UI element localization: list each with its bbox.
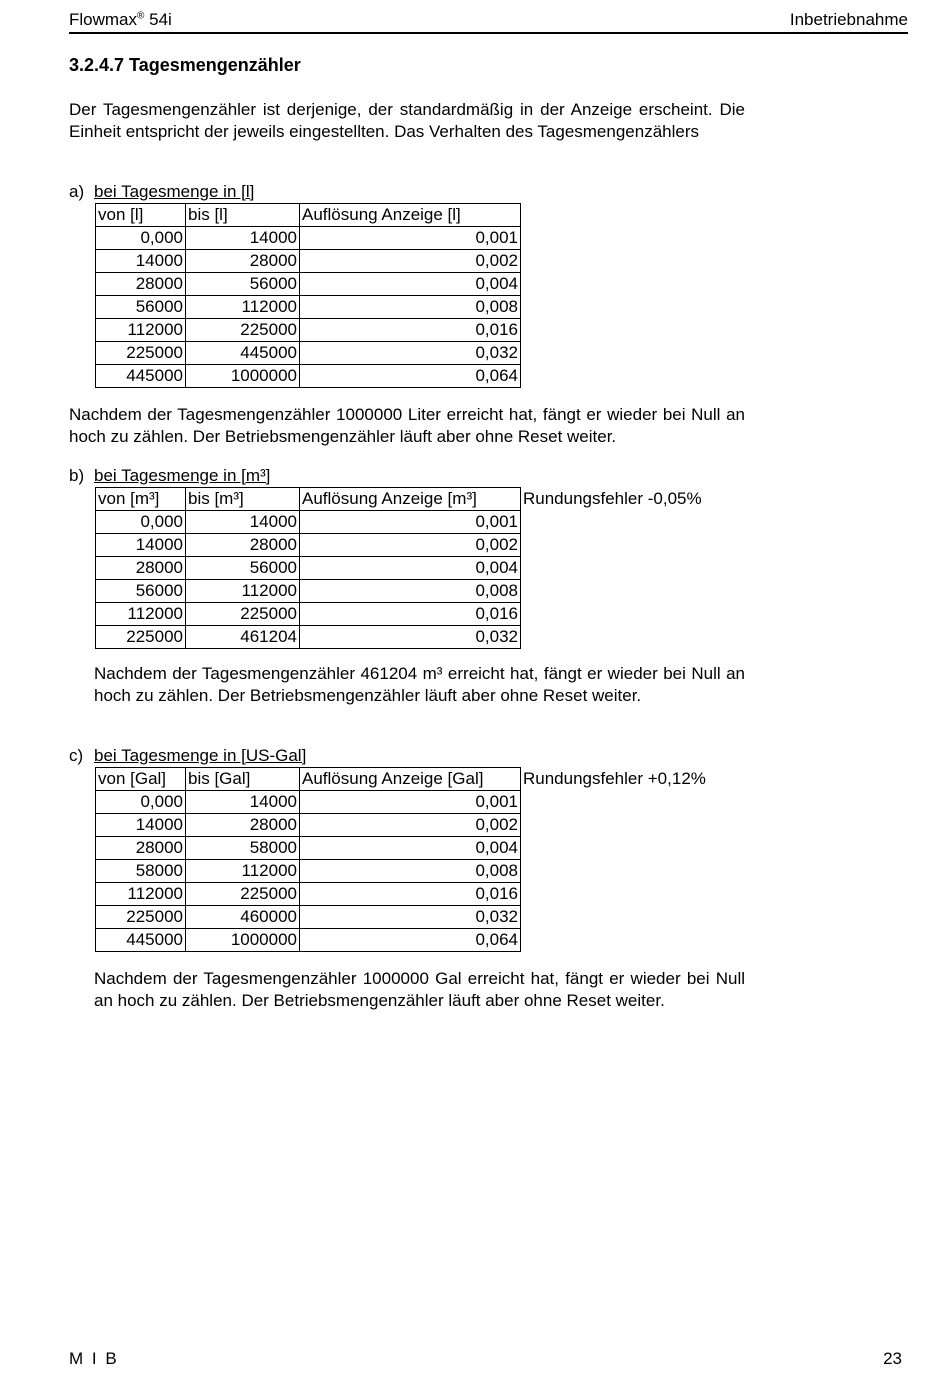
cell-bis: 461204 — [186, 626, 300, 649]
table-row — [96, 534, 521, 557]
cell-bis: 112000 — [186, 296, 300, 319]
cell-von: 14000 — [96, 534, 186, 557]
table-row — [96, 365, 521, 388]
cell-aufloesung: 0,002 — [300, 534, 521, 557]
cell-von: 445000 — [96, 365, 186, 388]
header-chapter: Inbetriebnahme — [789, 10, 908, 29]
table-row — [96, 883, 521, 906]
cell-aufloesung: 0,016 — [300, 603, 521, 626]
intro-paragraph: Der Tagesmengenzähler ist derjenige, der standardmäßig in der Anzeige erscheint. Die Einheit entspricht der jeweils eingestellten. Das Verhalten des Tagesmengenzählers — [69, 100, 745, 141]
cell-aufloesung: 0,064 — [300, 365, 521, 388]
col-header-aufloesung: Auflösung Anzeige [Gal] — [300, 768, 521, 791]
cell-aufloesung: 0,032 — [300, 906, 521, 929]
cell-bis: 1000000 — [186, 929, 300, 952]
cell-von: 112000 — [96, 603, 186, 626]
cell-von: 225000 — [96, 342, 186, 365]
table-row — [96, 557, 521, 580]
cell-bis: 225000 — [186, 603, 300, 626]
table-header-row — [96, 488, 521, 511]
section-c-note: Nachdem der Tagesmengenzähler 1000000 Gal erreicht hat, fängt er wieder bei Null an hoch zu zählen. Der Betriebsmengenzähler läuft aber ohne Reset weiter. — [94, 969, 745, 1010]
page-number: 23 — [883, 1349, 902, 1368]
footer-company: M I B — [69, 1349, 119, 1368]
rounding-error-note-b: Rundungsfehler -0,05% — [523, 489, 702, 508]
table-cubic-meter — [95, 487, 521, 649]
cell-von: 445000 — [96, 929, 186, 952]
section-b-note: Nachdem der Tagesmengenzähler 461204 m³ erreicht hat, fängt er wieder bei Null an hoch zu zählen. Der Betriebsmengenzähler läuft aber ohne Reset weiter. — [94, 664, 745, 705]
table-row — [96, 603, 521, 626]
cell-von: 0,000 — [96, 791, 186, 814]
table-row — [96, 929, 521, 952]
cell-bis: 56000 — [186, 273, 300, 296]
cell-aufloesung: 0,016 — [300, 319, 521, 342]
cell-von: 28000 — [96, 273, 186, 296]
cell-aufloesung: 0,016 — [300, 883, 521, 906]
col-header-bis: bis [l] — [186, 204, 300, 227]
cell-von: 0,000 — [96, 227, 186, 250]
cell-bis: 1000000 — [186, 365, 300, 388]
cell-aufloesung: 0,001 — [300, 791, 521, 814]
col-header-von: von [m³] — [96, 488, 186, 511]
table-row — [96, 837, 521, 860]
cell-bis: 58000 — [186, 837, 300, 860]
cell-von: 58000 — [96, 860, 186, 883]
cell-von: 225000 — [96, 906, 186, 929]
cell-aufloesung: 0,008 — [300, 580, 521, 603]
table-liter — [95, 203, 521, 388]
section-a-note: Nachdem der Tagesmengenzähler 1000000 Liter erreicht hat, fängt er wieder bei Null an hoch zu zählen. Der Betriebsmengenzähler läuft aber ohne Reset weiter. — [69, 405, 745, 446]
cell-bis: 28000 — [186, 534, 300, 557]
col-header-von: von [l] — [96, 204, 186, 227]
cell-bis: 445000 — [186, 342, 300, 365]
cell-aufloesung: 0,008 — [300, 860, 521, 883]
table-row — [96, 906, 521, 929]
cell-aufloesung: 0,004 — [300, 273, 521, 296]
cell-aufloesung: 0,001 — [300, 511, 521, 534]
cell-bis: 28000 — [186, 250, 300, 273]
cell-bis: 460000 — [186, 906, 300, 929]
table-us-gallon — [95, 767, 521, 952]
cell-von: 112000 — [96, 883, 186, 906]
cell-bis: 225000 — [186, 883, 300, 906]
table-row — [96, 580, 521, 603]
cell-von: 14000 — [96, 814, 186, 837]
cell-bis: 14000 — [186, 791, 300, 814]
page-header — [69, 10, 908, 34]
col-header-von: von [Gal] — [96, 768, 186, 791]
cell-aufloesung: 0,001 — [300, 227, 521, 250]
table-row — [96, 791, 521, 814]
rounding-error-note-c: Rundungsfehler +0,12% — [523, 769, 706, 788]
cell-bis: 56000 — [186, 557, 300, 580]
col-header-aufloesung: Auflösung Anzeige [m³] — [300, 488, 521, 511]
section-c-label: c) bei Tagesmenge in [US-Gal] — [69, 746, 307, 765]
cell-von: 112000 — [96, 319, 186, 342]
cell-aufloesung: 0,002 — [300, 814, 521, 837]
cell-aufloesung: 0,032 — [300, 626, 521, 649]
cell-bis: 28000 — [186, 814, 300, 837]
cell-von: 0,000 — [96, 511, 186, 534]
section-title: 3.2.4.7 Tagesmengenzähler — [69, 55, 301, 75]
col-header-bis: bis [Gal] — [186, 768, 300, 791]
table-row — [96, 250, 521, 273]
cell-von: 225000 — [96, 626, 186, 649]
cell-bis: 112000 — [186, 580, 300, 603]
section-a-label: a) bei Tagesmenge in [l] — [69, 182, 255, 201]
cell-bis: 112000 — [186, 860, 300, 883]
table-row — [96, 814, 521, 837]
table-header-row — [96, 204, 521, 227]
header-product: Flowmax® 54i — [69, 10, 172, 29]
cell-aufloesung: 0,008 — [300, 296, 521, 319]
cell-aufloesung: 0,064 — [300, 929, 521, 952]
cell-von: 28000 — [96, 557, 186, 580]
col-header-aufloesung: Auflösung Anzeige [l] — [300, 204, 521, 227]
table-row — [96, 227, 521, 250]
table-row — [96, 296, 521, 319]
cell-aufloesung: 0,004 — [300, 557, 521, 580]
table-row — [96, 273, 521, 296]
cell-bis: 225000 — [186, 319, 300, 342]
table-row — [96, 511, 521, 534]
cell-von: 56000 — [96, 296, 186, 319]
cell-bis: 14000 — [186, 227, 300, 250]
cell-von: 14000 — [96, 250, 186, 273]
table-row — [96, 342, 521, 365]
table-row — [96, 626, 521, 649]
section-b-label: b) bei Tagesmenge in [m³] — [69, 466, 271, 485]
col-header-bis: bis [m³] — [186, 488, 300, 511]
table-row — [96, 860, 521, 883]
table-row — [96, 319, 521, 342]
table-header-row — [96, 768, 521, 791]
cell-aufloesung: 0,002 — [300, 250, 521, 273]
cell-aufloesung: 0,004 — [300, 837, 521, 860]
cell-von: 56000 — [96, 580, 186, 603]
cell-aufloesung: 0,032 — [300, 342, 521, 365]
cell-bis: 14000 — [186, 511, 300, 534]
cell-von: 28000 — [96, 837, 186, 860]
